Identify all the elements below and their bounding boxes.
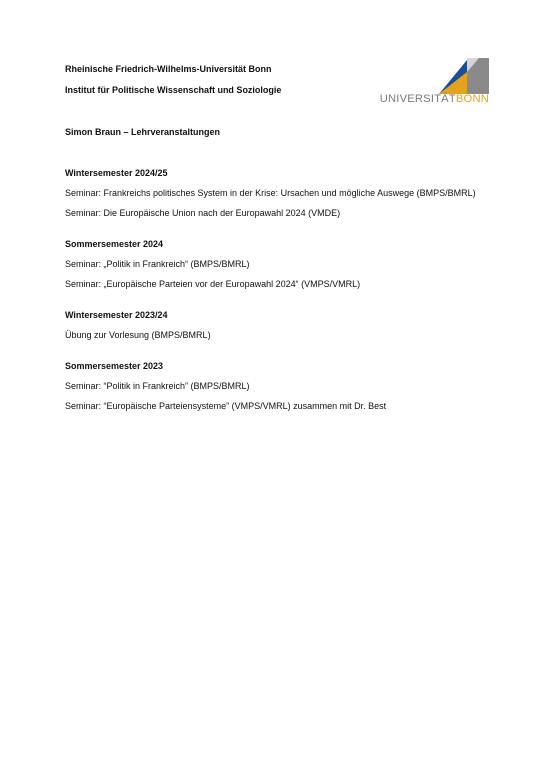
semester-heading: Wintersemester 2023/24 — [65, 310, 168, 320]
course-list — [65, 168, 505, 432]
institute-name: Institut für Politische Wissenschaft und Soziologie — [65, 85, 282, 95]
course-item: Seminar: „Politik in Frankreich“ (BMPS/BMRL) — [65, 259, 250, 269]
logo-mark-icon — [439, 58, 489, 94]
semester-section — [65, 310, 505, 341]
course-item: Seminar: “Europäische Parteiensysteme” (VMPS/VMRL) zusammen mit Dr. Best — [65, 401, 387, 411]
university-name: Rheinische Friedrich-Wilhelms-Universität Bonn — [65, 64, 272, 74]
semester-section — [65, 168, 505, 219]
semester-heading: Sommersemester 2023 — [65, 361, 164, 371]
course-item: Seminar: Die Europäische Union nach der Europawahl 2024 (VMDE) — [65, 208, 341, 218]
semester-section — [65, 239, 505, 290]
course-item: Seminar: „Europäische Parteien vor der Europawahl 2024“ (VMPS/VMRL) — [65, 279, 361, 289]
logo-wordmark — [380, 92, 489, 106]
semester-heading: Wintersemester 2024/25 — [65, 168, 168, 178]
course-item: Seminar: “Politik in Frankreich” (BMPS/BMRL) — [65, 381, 250, 391]
course-item: Seminar: Frankreichs politisches System in der Krise: Ursachen und mögliche Auswege (BMPS/BMRL) — [65, 188, 476, 198]
semester-section — [65, 361, 505, 412]
course-item: Übung zur Vorlesung (BMPS/BMRL) — [65, 330, 211, 340]
logo-word-universitaet: UNIVERSITÄT — [379, 93, 456, 105]
semester-heading: Sommersemester 2024 — [65, 239, 164, 249]
institution-header — [65, 64, 281, 96]
university-logo — [369, 58, 489, 108]
logo-word-bonn: BONN — [455, 93, 489, 105]
document-title: Simon Braun – Lehrveranstaltungen — [65, 127, 221, 137]
